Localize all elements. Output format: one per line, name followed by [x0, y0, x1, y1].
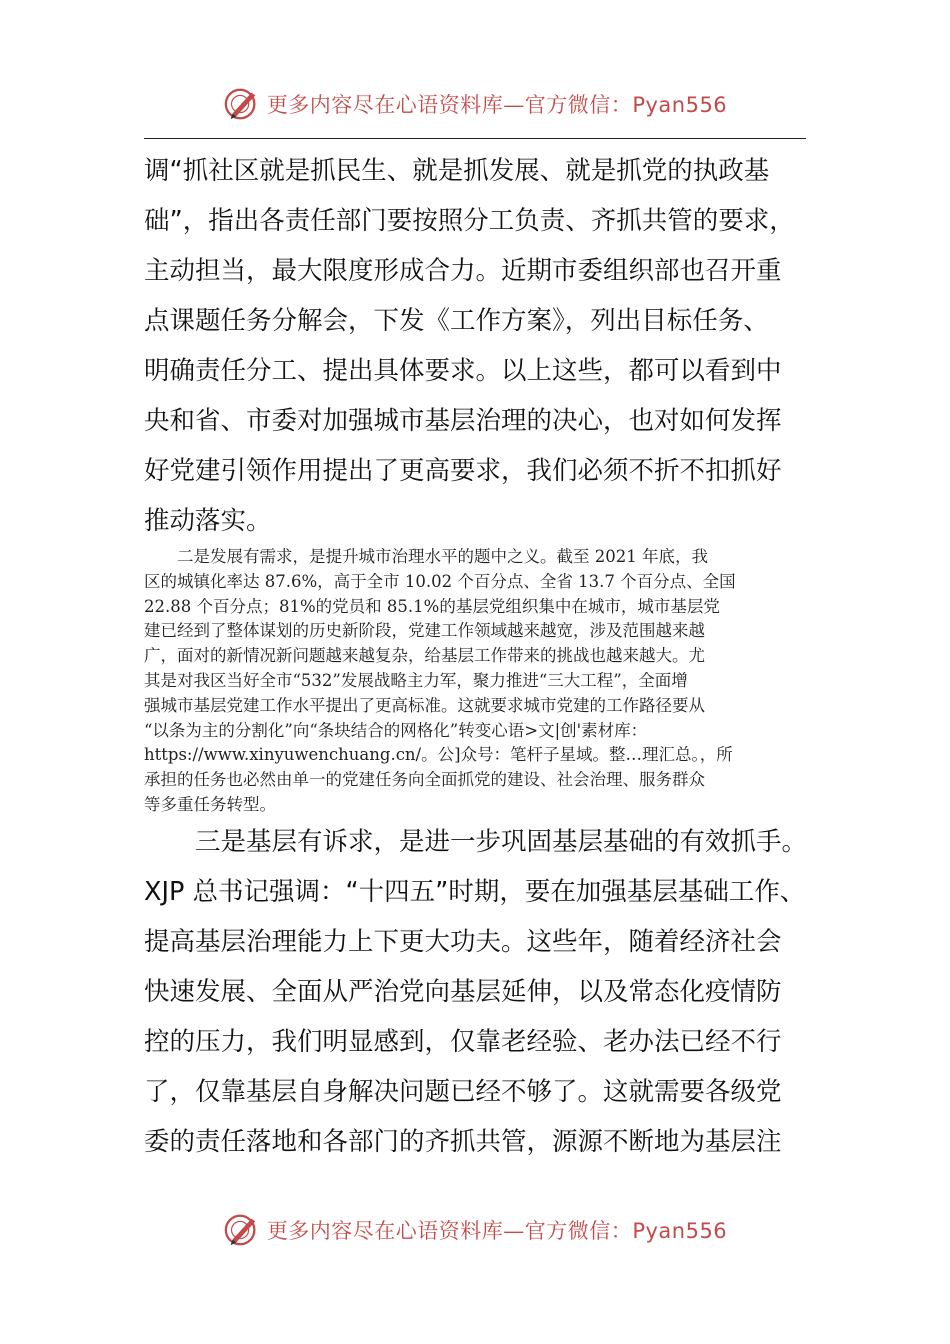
text-line: 强城市基层党建工作水平提出了更高标准。这就要求城市党建的工作路径要从 [144, 695, 705, 715]
text-line: 主动担当，最大限度形成合力。近期市委组织部也召开重 [144, 256, 782, 286]
text-line: 快速发展、全面从严治党向基层延伸，以及常态化疫情防 [144, 977, 782, 1007]
text-line: 委的责任落地和各部门的齐抓共管，源源不断地为基层注 [144, 1127, 782, 1157]
text-line: 了，仅靠基层自身解决问题已经不够了。这就需要各级党 [144, 1077, 782, 1107]
text-line: 点课题任务分解会，下发《工作方案》，列出目标任务、 [144, 306, 769, 336]
text-line: 区的城镇化率达 87.6%，高于全市 10.02 个百分点、全省 13.7 个百分点、全国 [144, 571, 736, 591]
text-line: 础”，指出各责任部门要按照分工负责、齐抓共管的要求， [144, 206, 795, 236]
text-line: 三是基层有诉求，是进一步巩固基层基础的有效抓手。 [144, 827, 808, 857]
paragraph-2 [144, 545, 806, 818]
footer-banner-text: 更多内容尽在心语资料库—官方微信：Pyan556 [266, 1219, 728, 1243]
text-line: 推动落实。 [144, 506, 272, 536]
text-line: 央和省、市委对加强城市基层治理的决心，也对如何发挥 [144, 406, 782, 436]
text-line: 22.88 个百分点；81%的党员和 85.1%的基层党组织集中在城市，城市基层党 [144, 596, 720, 616]
pen-logo-icon [223, 1211, 261, 1249]
text-line: XJP 总书记强调：“十四五”时期，要在加强基层基础工作、 [144, 877, 806, 907]
text-line: 调“抓社区就是抓民生、就是抓发展、就是抓党的执政基 [144, 156, 770, 186]
header-banner [0, 84, 950, 124]
text-line: 控的压力，我们明显感到，仅靠老经验、老办法已经不行 [144, 1027, 782, 1057]
text-line: “以条为主的分割化”向“条块结合的网格化”转变心语>文|创'素材库： [144, 720, 648, 740]
text-line: 等多重任务转型。 [144, 794, 276, 814]
text-line: 建已经到了整体谋划的历史新阶段，党建工作领域越来越宽，涉及范围越来越 [144, 621, 705, 641]
text-line: 广，面对的新情况新问题越来越复杂，给基层工作带来的挑战也越来越大。尤 [144, 646, 705, 666]
text-line: 明确责任分工、提出具体要求。以上这些，都可以看到中 [144, 356, 782, 386]
paragraph-1 [144, 146, 812, 546]
text-line: 好党建引领作用提出了更高要求，我们必须不折不扣抓好 [144, 456, 782, 486]
header-wechat-handle: Pyan556 [632, 93, 728, 117]
text-line: https://www.xinyuwenchuang.cn/。公]众号：笔杆子星域。整…理汇总。，所 [144, 745, 733, 765]
paragraph-3 [144, 817, 812, 1167]
text-line: 二是发展有需求，是提升城市治理水平的题中之义。截至 2021 年底，我 [144, 547, 708, 566]
footer-banner [0, 1210, 950, 1250]
pen-logo-icon [223, 85, 261, 123]
text-line: 提高基层治理能力上下更大功夫。这些年，随着经济社会 [144, 927, 782, 957]
footer-wechat-handle: Pyan556 [632, 1219, 728, 1243]
header-divider [144, 138, 806, 139]
text-line: 其是对我区当好全市“532”发展战略主力军，聚力推进“三大工程”，全面增 [144, 670, 688, 690]
header-banner-text: 更多内容尽在心语资料库—官方微信：Pyan556 [266, 93, 728, 117]
text-line: 承担的任务也必然由单一的党建任务向全面抓党的建设、社会治理、服务群众 [144, 770, 705, 790]
